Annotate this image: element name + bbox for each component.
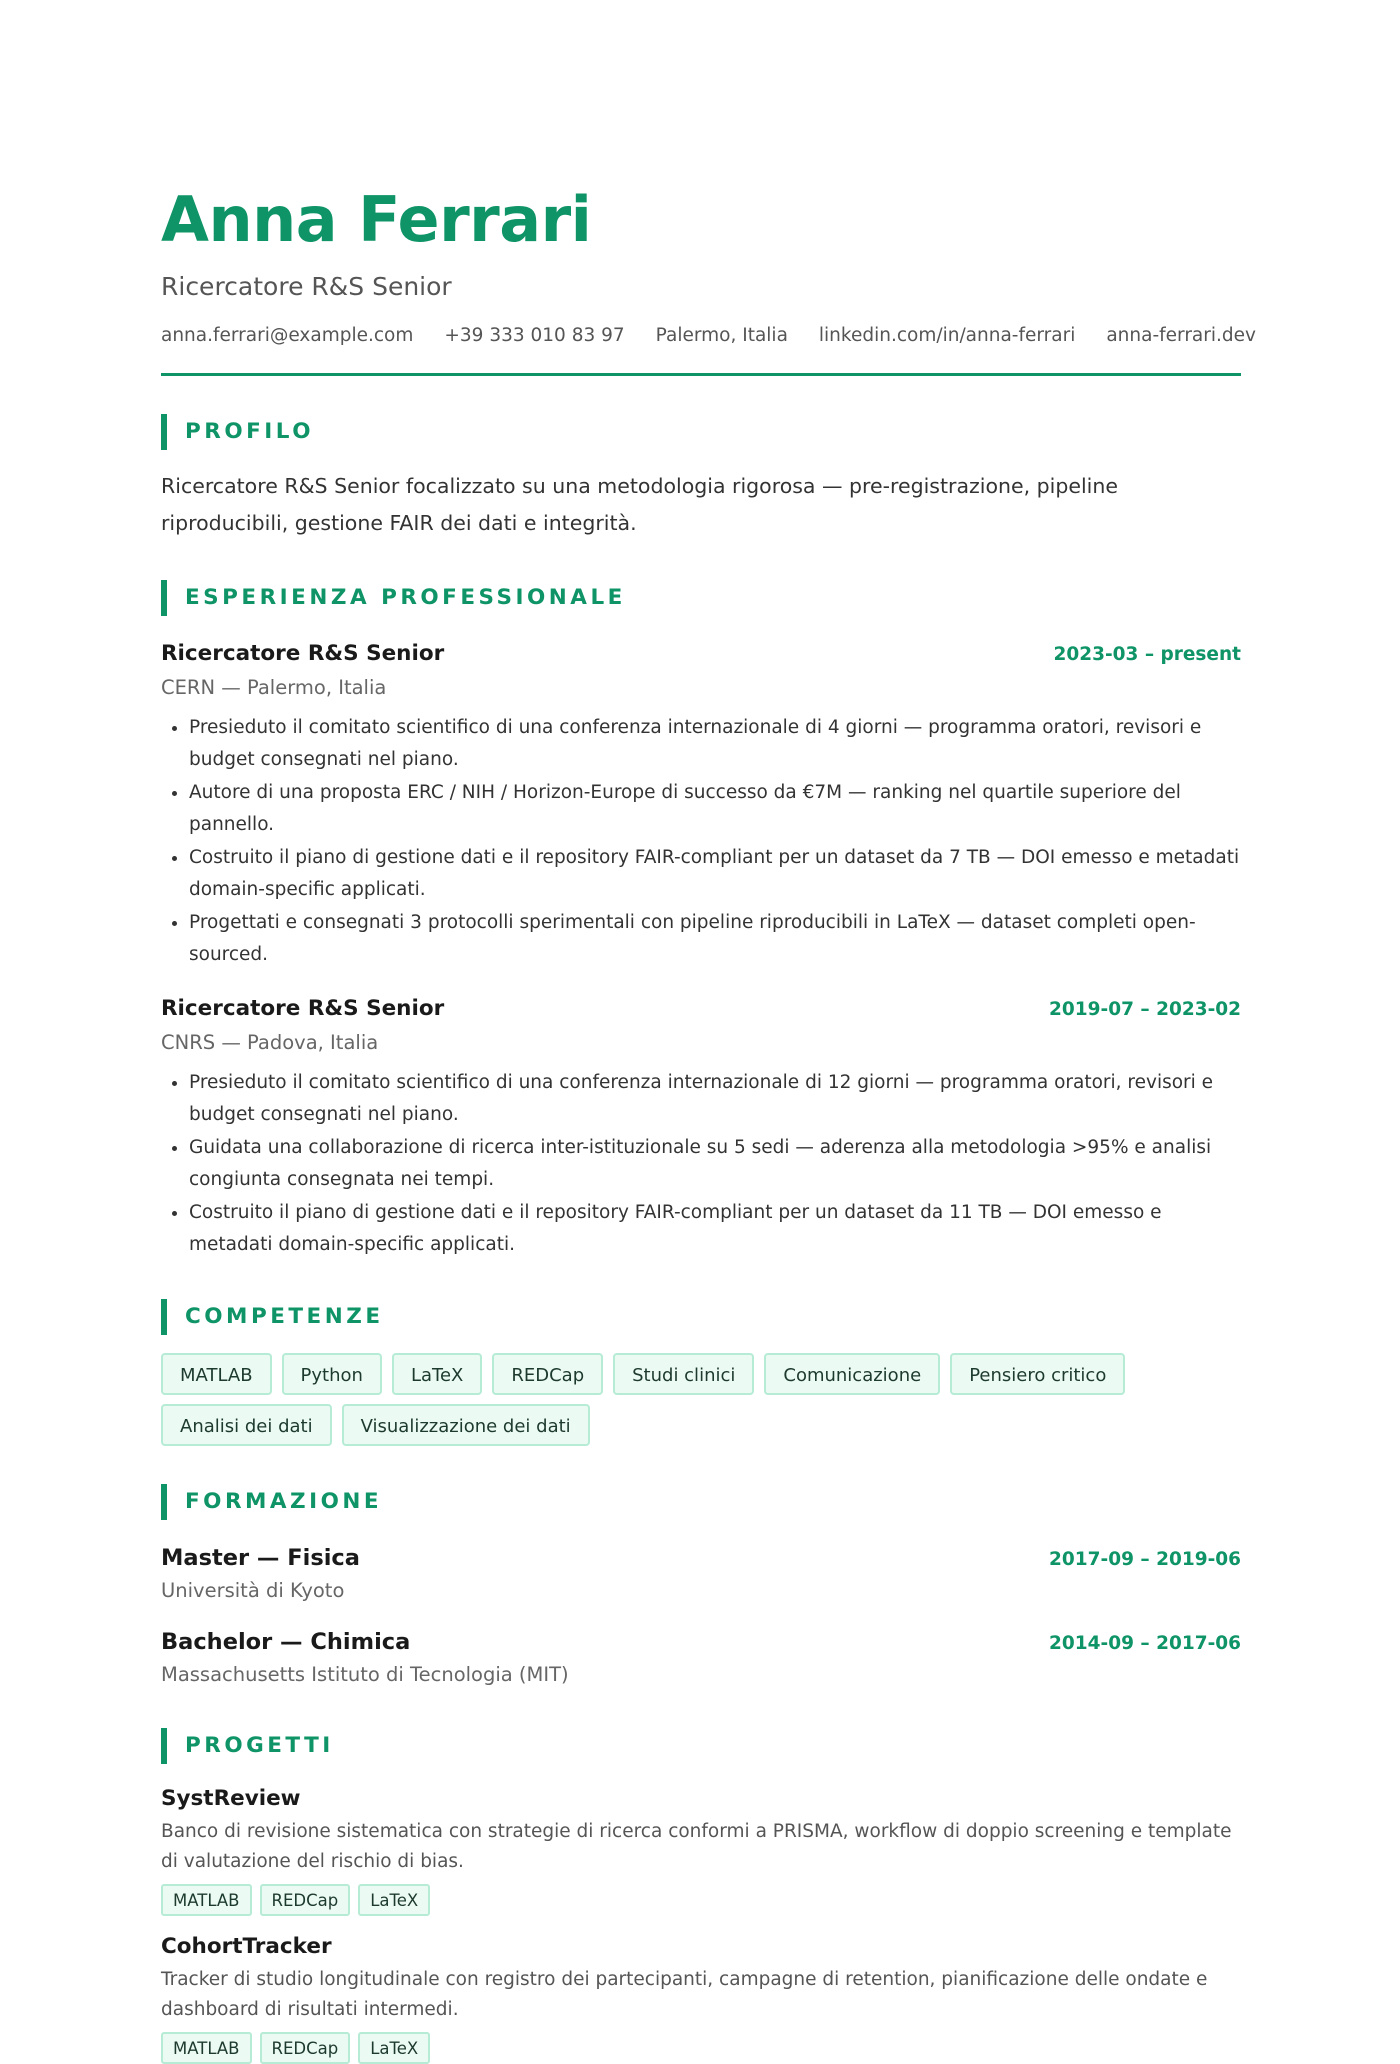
contact-linkedin[interactable]: linkedin.com/in/anna-ferrari [818, 325, 1076, 346]
job-bullet: • Presieduto il comitato scientifico di una conferenza internazionale di 12 giorni — programma oratori, revisori e budget consegnati nel piano. [189, 1067, 1241, 1131]
skill-chip: Pensiero critico [950, 1353, 1125, 1395]
project-tag: MATLAB [161, 1884, 252, 1916]
job-bullet: • Costruito il piano di gestione dati e il repository FAIR-compliant per un dataset da 11 TB — DOI emesso e metadati domain-specific applicati. [189, 1197, 1241, 1261]
contact-location: Palermo, Italia [655, 325, 788, 346]
section-projects-heading [161, 1728, 1241, 1764]
education-header [161, 1542, 1241, 1574]
education-school: Università di Kyoto [161, 1579, 345, 1602]
job-bullets [161, 1067, 1241, 1261]
resume-content [161, 180, 1256, 2064]
contact-email[interactable]: anna.ferrari@example.com [161, 325, 414, 346]
project-name: CohortTracker [161, 1934, 332, 1959]
education-degree: Master — Fisica [161, 1545, 360, 1571]
education-header [161, 1626, 1241, 1658]
profile-summary: Ricercatore R&S Senior focalizzato su una metodologia rigorosa — pre-registrazione, pipeline riproducibili, gestione FAIR dei dati e integrità. [161, 474, 1118, 535]
job-bullet: • Progettati e consegnati 3 protocolli sperimentali con pipeline riproducibili in LaTeX — dataset completi open-sourced. [189, 907, 1241, 971]
section-title: PROFILO [185, 419, 314, 444]
job-bullet: • Costruito il piano di gestione dati e il repository FAIR-compliant per un dataset da 7 TB — DOI emesso e metadati domain-specific applicati. [189, 842, 1241, 906]
job-bullet: • Autore di una proposta ERC / NIH / Horizon-Europe di successo da €7M — ranking nel quartile superiore del pannello. [189, 777, 1241, 841]
job-dates: 2019-07 – 2023-02 [1049, 999, 1241, 1020]
candidate-title: Ricercatore R&S Senior [161, 272, 452, 301]
skill-chip: LaTeX [392, 1353, 482, 1395]
section-accent-bar [161, 580, 167, 616]
skill-chip: Analisi dei dati [161, 1404, 332, 1446]
section-education-heading [161, 1484, 1241, 1520]
project-tag: LaTeX [358, 2032, 430, 2064]
skill-chip: MATLAB [161, 1353, 272, 1395]
education-dates: 2014-09 – 2017-06 [1049, 1633, 1241, 1654]
job-bullets [161, 712, 1241, 971]
skill-chip: Python [282, 1353, 382, 1395]
job-organization: CNRS — Padova, Italia [161, 1031, 379, 1054]
project-tag: LaTeX [358, 1884, 430, 1916]
job-header [161, 993, 1241, 1025]
section-experience-heading [161, 580, 1241, 616]
project-entry [161, 1932, 1241, 2064]
education-degree: Bachelor — Chimica [161, 1629, 411, 1655]
job-header [161, 638, 1241, 670]
job-role: Ricercatore R&S Senior [161, 996, 445, 1021]
section-accent-bar [161, 1484, 167, 1520]
project-entry [161, 1784, 1241, 1916]
project-description: Tracker di studio longitudinale con registro dei partecipanti, campagne di retention, pianificazione delle ondate e dashboard di risultati intermedi. [161, 1969, 1208, 2020]
section-profile-heading [161, 414, 1241, 450]
skills-list [161, 1353, 1241, 1446]
project-tag: REDCap [260, 1884, 351, 1916]
section-title: ESPERIENZA PROFESSIONALE [185, 585, 626, 610]
section-title: FORMAZIONE [185, 1489, 383, 1514]
section-skills-heading [161, 1299, 1241, 1335]
section-accent-bar [161, 1728, 167, 1764]
project-tags [161, 2032, 1241, 2064]
project-tag: MATLAB [161, 2032, 252, 2064]
education-dates: 2017-09 – 2019-06 [1049, 1549, 1241, 1570]
header-divider [161, 373, 1241, 376]
job-entry [161, 638, 1241, 971]
education-school: Massachusetts Istituto di Tecnologia (MIT) [161, 1663, 569, 1686]
candidate-name: Anna Ferrari [161, 183, 592, 256]
section-title: PROGETTI [185, 1733, 334, 1758]
project-tags [161, 1884, 1241, 1916]
job-bullet: • Presieduto il comitato scientifico di una conferenza internazionale di 4 giorni — programma oratori, revisori e budget consegnati nel piano. [189, 712, 1241, 776]
education-entry [161, 1626, 1241, 1690]
section-title: COMPETENZE [185, 1304, 384, 1329]
project-name: SystReview [161, 1786, 301, 1811]
education-entry [161, 1542, 1241, 1606]
contact-phone[interactable]: +39 333 010 83 97 [444, 325, 625, 346]
skill-chip: REDCap [492, 1353, 603, 1395]
section-accent-bar [161, 1299, 167, 1335]
skill-chip: Visualizzazione dei dati [342, 1404, 590, 1446]
project-tag: REDCap [260, 2032, 351, 2064]
skill-chip: Studi clinici [613, 1353, 754, 1395]
skill-chip: Comunicazione [764, 1353, 940, 1395]
job-bullet: • Guidata una collaborazione di ricerca inter-istituzionale su 5 sedi — aderenza alla metodologia >95% e analisi congiunta consegnata nei tempi. [189, 1132, 1241, 1196]
job-dates: 2023-03 – present [1053, 644, 1241, 665]
project-description: Banco di revisione sistematica con strategie di ricerca conformi a PRISMA, workflow di doppio screening e template di valutazione del rischio di bias. [161, 1821, 1232, 1872]
section-accent-bar [161, 414, 167, 450]
job-entry [161, 993, 1241, 1261]
job-organization: CERN — Palermo, Italia [161, 676, 387, 699]
contact-bar [161, 324, 1256, 348]
contact-website[interactable]: anna-ferrari.dev [1106, 325, 1256, 346]
job-role: Ricercatore R&S Senior [161, 641, 445, 666]
